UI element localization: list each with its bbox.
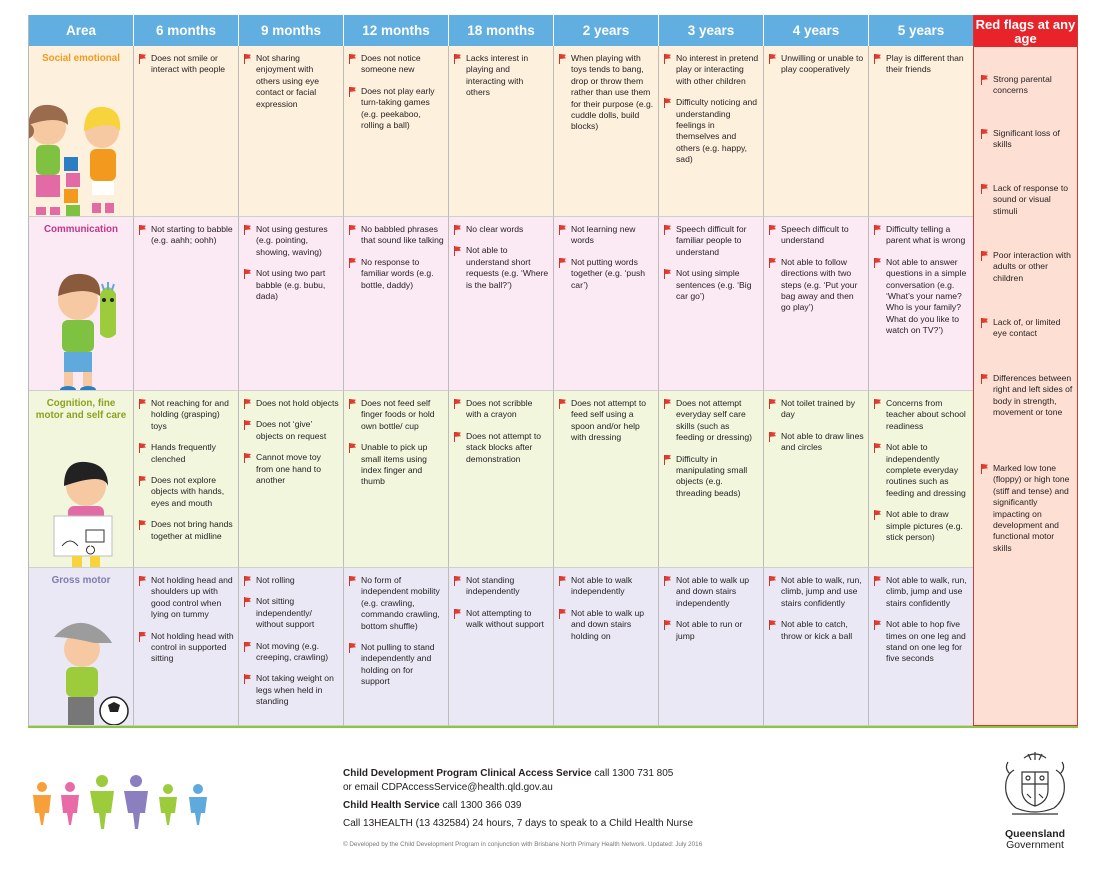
red-flag-icon (769, 54, 777, 64)
red-flag-item (663, 575, 759, 609)
red-flag-icon (981, 75, 989, 85)
red-flag-icon (874, 443, 882, 453)
milestone-cell (449, 46, 554, 217)
header-area: Area (29, 15, 134, 46)
red-flag-icon (664, 54, 672, 64)
milestone-cell (659, 391, 764, 568)
item-text: Not moving (e.g. creeping, crawling) (256, 640, 329, 663)
milestone-cell (134, 46, 239, 217)
item-text: Hands frequently clenched (151, 442, 216, 464)
milestone-cell (869, 46, 974, 217)
milestone-cell (344, 568, 449, 726)
header-age: 2 years (554, 15, 659, 46)
red-flag-icon (454, 399, 462, 409)
item-text: Strong parental concerns (993, 74, 1052, 96)
red-flag-icon (454, 609, 462, 619)
red-flag-item (243, 419, 339, 442)
item-text: Not rolling (256, 575, 295, 585)
item-text: Not sitting independently/ without support (256, 596, 315, 630)
red-flag-item (138, 398, 234, 432)
item-text: Marked low tone (floppy) or high tone (stiff and tense) and significantly impacting on development and functional motor skills (993, 463, 1070, 553)
red-flag-item (873, 442, 969, 499)
header-age: 4 years (764, 15, 869, 46)
item-text: Not pulling to stand independently and holding on for support (361, 642, 435, 687)
red-flag-item (768, 619, 864, 642)
red-flags-item (980, 463, 1073, 554)
item-text: Not able to walk independently (571, 575, 633, 597)
milestone-cell (239, 391, 344, 568)
item-text: Cannot move toy from one hand to another (256, 452, 321, 486)
red-flag-icon (559, 399, 567, 409)
red-flag-item (348, 442, 444, 488)
milestone-cell (449, 217, 554, 391)
item-text: Does not ‘give’ objects on request (256, 419, 327, 441)
red-flag-icon (349, 399, 357, 409)
red-flags-item (980, 373, 1073, 419)
red-flag-icon (454, 576, 462, 586)
red-flag-icon (349, 643, 357, 653)
milestone-cell (659, 568, 764, 726)
red-flag-icon (769, 576, 777, 586)
item-text: Does not attempt everyday self care skills (such as feeding or dressing) (676, 398, 752, 443)
red-flag-item (138, 53, 234, 76)
red-flag-icon (769, 258, 777, 268)
milestone-cell (554, 391, 659, 568)
red-flag-icon (349, 258, 357, 268)
red-flag-icon (139, 443, 147, 453)
red-flag-icon (981, 374, 989, 384)
item-text: Lack of response to sound or visual stimuli (993, 183, 1069, 216)
red-flag-icon (981, 184, 989, 194)
cdp-phone: call 1300 731 805 (591, 768, 674, 779)
red-flag-item (138, 519, 234, 542)
milestone-cell (239, 46, 344, 217)
milestone-cell (134, 217, 239, 391)
red-flag-icon (349, 443, 357, 453)
red-flag-item (768, 575, 864, 609)
header-age: 6 months (134, 15, 239, 46)
red-flag-item (243, 53, 339, 110)
red-flag-item (873, 509, 969, 543)
red-flag-icon (244, 453, 252, 463)
item-text: Speech difficult for familiar people to understand (676, 224, 747, 257)
item-text: Not able to walk up and down stairs holding on (571, 607, 645, 641)
item-text: No response to familiar words (e.g. bottle, daddy) (361, 256, 434, 290)
item-text: No babbled phrases that sound like talking (361, 224, 444, 246)
red-flag-icon (769, 399, 777, 409)
milestone-cell (134, 568, 239, 726)
red-flag-item (768, 53, 864, 76)
red-flag-item (348, 642, 444, 688)
health-line: Call 13HEALTH (13 432584) 24 hours, 7 days to speak to a Child Health Nurse (343, 818, 694, 829)
red-flag-item (558, 398, 654, 444)
item-text: Lacks interest in playing and interacting with others (466, 53, 529, 98)
item-text: When playing with toys tends to bang, drop or throw them rather than use them for their purpose (e.g. cuddle dolls, build blocks) (571, 53, 654, 132)
red-flag-icon (454, 432, 462, 442)
red-flags-column (973, 15, 1078, 726)
red-flag-icon (139, 54, 147, 64)
item-text: Not starting to babble (e.g. aahh; oohh) (151, 224, 233, 246)
red-flag-icon (981, 318, 989, 328)
item-text: Difficulty telling a parent what is wrong (886, 224, 966, 246)
red-flags-item (980, 74, 1073, 97)
red-flag-item (138, 475, 234, 509)
area-cell-cog (29, 391, 134, 568)
red-flag-icon (244, 269, 252, 279)
queensland-government-logo (994, 750, 1076, 850)
red-flag-item (558, 608, 654, 642)
red-flag-icon (454, 225, 462, 235)
cdp-email: or email CDPAccessService@health.qld.gov.au (343, 782, 553, 793)
red-flag-icon (244, 225, 252, 235)
red-flag-icon (769, 225, 777, 235)
red-flag-icon (664, 455, 672, 465)
milestone-cell (869, 391, 974, 568)
milestone-cell (869, 217, 974, 391)
item-text: Does not play early turn-taking games (e.g. peekaboo, rolling a ball) (361, 85, 435, 131)
red-flag-item (138, 442, 234, 465)
logo-name: Queensland (1004, 828, 1066, 840)
red-flag-icon (139, 476, 147, 486)
item-text: Differences between right and left sides of body in strength, movement or tone (993, 373, 1073, 418)
red-flag-item (663, 619, 759, 642)
red-flag-item (243, 452, 339, 486)
red-flag-icon (559, 576, 567, 586)
area-cell-comm (29, 217, 134, 391)
red-flags-item (980, 317, 1073, 340)
red-flags-title: Red flags at any age (975, 16, 1076, 46)
item-text: Poor interaction with adults or other children (993, 250, 1071, 283)
cdp-contact (343, 768, 673, 779)
red-flag-item (873, 398, 969, 432)
red-flag-item (348, 398, 444, 432)
red-flag-item (663, 53, 759, 87)
copyright-note: © Developed by the Child Development Program in conjunction with Brisbane North Primary Health Network. Updated: July 2016 (343, 841, 703, 848)
milestone-cell (239, 217, 344, 391)
red-flag-item (138, 224, 234, 247)
red-flag-item (138, 575, 234, 621)
red-flag-icon (244, 576, 252, 586)
red-flag-item (453, 245, 549, 291)
item-text: Not using two part babble (e.g. bubu, dada) (256, 268, 326, 302)
header-age: 18 months (449, 15, 554, 46)
red-flag-icon (244, 597, 252, 607)
item-text: Does not scribble with a crayon (466, 398, 533, 420)
item-text: Not able to independently complete everyday routines such as feeding and dressing (886, 442, 966, 498)
red-flag-item (348, 86, 444, 132)
item-text: Not holding head and shoulders up with good control when lying on tummy (151, 575, 233, 620)
item-text: Does not attempt to stack blocks after demonstration (466, 430, 541, 464)
red-flag-icon (874, 258, 882, 268)
chs-contact (343, 800, 521, 811)
red-flag-item (663, 224, 759, 258)
item-text: Not reaching for and holding (grasping) toys (151, 398, 229, 431)
item-text: Does not attempt to feed self using a spoon and/or help with dressing (571, 398, 646, 443)
item-text: Does not hold objects (256, 398, 339, 408)
area-cell-gross (29, 568, 134, 726)
red-flag-icon (664, 98, 672, 108)
red-flag-icon (664, 399, 672, 409)
item-text: Does not notice someone new (361, 53, 421, 75)
red-flag-item (873, 575, 969, 609)
item-text: Concerns from teacher about school readiness (886, 398, 966, 431)
red-flag-item (873, 257, 969, 337)
red-flag-icon (769, 620, 777, 630)
area-name: Cognition, fine motor and self care (35, 398, 127, 421)
item-text: Not able to walk, run, climb, jump and use stairs confidently (781, 575, 862, 608)
red-flag-item (243, 641, 339, 664)
red-flag-icon (664, 620, 672, 630)
item-text: Not toilet trained by day (781, 398, 856, 420)
red-flag-item (873, 619, 969, 665)
item-text: Does not feed self finger foods or hold own bottle/ cup (361, 398, 435, 431)
item-text: Lack of, or limited eye contact (993, 317, 1061, 339)
item-text: No form of independent mobility (e.g. crawling, commando crawling, bottom shuffle) (361, 575, 440, 631)
area-name: Communication (43, 224, 119, 235)
red-flag-icon (559, 54, 567, 64)
milestone-cell (449, 568, 554, 726)
milestone-cell (764, 391, 869, 568)
header-age: 9 months (239, 15, 344, 46)
milestone-cell (554, 568, 659, 726)
red-flags-item (980, 128, 1073, 151)
red-flag-item (348, 257, 444, 291)
red-flag-icon (559, 609, 567, 619)
red-flag-item (558, 257, 654, 291)
red-flag-icon (874, 510, 882, 520)
item-text: No clear words (466, 224, 524, 234)
red-flag-icon (244, 399, 252, 409)
red-flag-item (243, 673, 339, 707)
item-text: Not sharing enjoyment with others using eye contact or facial expression (256, 53, 320, 109)
item-text: Difficulty noticing and understanding feelings in themselves and others (e.g. happy, sad) (676, 97, 758, 165)
chs-phone: call 1300 366 039 (439, 800, 522, 811)
item-text: Not putting words together (e.g. ‘push car’) (571, 256, 646, 290)
red-flags-item (980, 250, 1073, 284)
item-text: Does not bring hands together at midline (151, 519, 233, 541)
red-flag-item (243, 268, 339, 302)
red-flag-item (558, 575, 654, 598)
milestone-cell (554, 46, 659, 217)
header-age: 5 years (869, 15, 974, 46)
red-flag-icon (454, 246, 462, 256)
red-flag-item (243, 224, 339, 258)
header-age: 12 months (344, 15, 449, 46)
item-text: Not learning new words (571, 224, 636, 246)
header-age: 3 years (659, 15, 764, 46)
red-flag-icon (139, 520, 147, 530)
paper-people-logo (28, 773, 218, 833)
red-flag-item (873, 224, 969, 247)
item-text: Difficulty in manipulating small objects (e.g. threading beads) (676, 453, 748, 498)
red-flag-item (768, 431, 864, 454)
item-text: Play is different than their friends (886, 53, 964, 75)
milestone-cell (344, 391, 449, 568)
red-flag-item (138, 631, 234, 665)
red-flag-icon (454, 54, 462, 64)
item-text: Not able to draw lines and circles (781, 430, 864, 453)
red-flag-icon (139, 576, 147, 586)
red-flag-item (453, 431, 549, 465)
red-flag-item (348, 53, 444, 76)
cdp-name: Child Development Program Clinical Access Service (343, 768, 592, 779)
red-flag-icon (349, 54, 357, 64)
red-flag-item (663, 454, 759, 500)
milestone-cell (764, 217, 869, 391)
red-flag-item (243, 596, 339, 630)
red-flag-icon (244, 420, 252, 430)
red-flag-item (663, 268, 759, 302)
item-text: Not standing independently (466, 575, 520, 597)
red-flag-item (873, 53, 969, 76)
item-text: Not taking weight on legs when held in standing (256, 673, 334, 707)
red-flag-icon (874, 620, 882, 630)
item-text: Not able to walk, run, climb, jump and use stairs confidently (886, 575, 967, 608)
milestone-cell (869, 568, 974, 726)
red-flag-icon (981, 251, 989, 261)
milestone-cell (344, 46, 449, 217)
item-text: Not able to draw simple pictures (e.g. stick person) (886, 509, 963, 543)
red-flag-icon (559, 258, 567, 268)
item-text: Not using gestures (e.g. pointing, showing, waving) (256, 224, 328, 257)
item-text: Does not smile or interact with people (151, 53, 226, 75)
red-flag-icon (874, 54, 882, 64)
red-flag-item (243, 575, 339, 586)
red-flag-icon (139, 399, 147, 409)
milestone-cell (659, 217, 764, 391)
red-flag-icon (244, 54, 252, 64)
item-text: Unwilling or unable to play cooperatively (781, 53, 864, 75)
red-flag-icon (981, 464, 989, 474)
red-flag-icon (559, 225, 567, 235)
item-text: Unable to pick up small items using index finger and thumb (361, 442, 428, 487)
red-flag-item (453, 608, 549, 631)
item-text: Speech difficult to understand (781, 224, 849, 246)
red-flag-icon (664, 225, 672, 235)
item-text: Not able to run or jump (676, 619, 743, 641)
item-text: Does not explore objects with hands, eyes and mouth (151, 475, 225, 508)
red-flag-item (348, 224, 444, 247)
red-flag-item (243, 398, 339, 409)
red-flag-icon (244, 642, 252, 652)
milestone-cell (554, 217, 659, 391)
milestone-cell (659, 46, 764, 217)
milestones-table (28, 15, 973, 726)
item-text: Not able to catch, throw or kick a ball (781, 619, 853, 641)
red-flag-item (453, 398, 549, 421)
red-flag-icon (139, 225, 147, 235)
red-flag-item (453, 224, 549, 235)
item-text: Not able to hop five times on one leg and stand on one leg for five seconds (886, 619, 966, 664)
item-text: Not able to walk up and down stairs independently (676, 575, 750, 608)
milestone-cell (239, 568, 344, 726)
area-name: Gross motor (51, 575, 111, 586)
red-flag-icon (874, 225, 882, 235)
red-flag-icon (244, 674, 252, 684)
red-flag-icon (664, 269, 672, 279)
red-flag-item (453, 575, 549, 598)
item-text: Not able to understand short requests (e.g. ‘Where is the ball?’) (466, 245, 549, 290)
red-flag-item (768, 224, 864, 247)
red-flags-item (980, 183, 1073, 217)
red-flag-icon (874, 576, 882, 586)
item-text: Not able to answer questions in a simple conversation (e.g. ‘What’s your name? Who is your family? What do you like to watch on TV?’) (886, 256, 967, 336)
red-flag-item (768, 257, 864, 314)
milestone-cell (764, 568, 869, 726)
milestone-cell (344, 217, 449, 391)
item-text: Not holding head with control in supported sitting (151, 630, 234, 664)
red-flag-icon (139, 632, 147, 642)
red-flag-item (453, 53, 549, 99)
red-flag-item (663, 398, 759, 444)
chs-name: Child Health Service (343, 800, 440, 811)
red-flag-icon (349, 576, 357, 586)
divider-line (28, 726, 1078, 728)
red-flag-item (768, 398, 864, 421)
item-text: Not attempting to walk without support (466, 607, 544, 630)
red-flag-icon (664, 576, 672, 586)
area-name: Social emotional (42, 53, 120, 64)
milestone-cell (449, 391, 554, 568)
red-flag-icon (874, 399, 882, 409)
item-text: No interest in pretend play or interacting with other children (676, 53, 759, 86)
red-flag-icon (349, 225, 357, 235)
logo-subtitle: Government (1006, 839, 1064, 851)
coat-of-arms-icon (994, 750, 1076, 824)
item-text: Not using simple sentences (e.g. ‘Big car go’) (676, 268, 752, 302)
item-text: Significant loss of skills (993, 128, 1060, 150)
red-flag-icon (769, 432, 777, 442)
item-text: Not able to follow directions with two steps (e.g. ‘Put your bag away and then go play’) (781, 256, 858, 313)
milestone-cell (764, 46, 869, 217)
red-flag-item (663, 97, 759, 165)
red-flag-item (558, 53, 654, 133)
red-flag-icon (981, 129, 989, 139)
area-cell-social (29, 46, 134, 217)
red-flag-icon (349, 87, 357, 97)
red-flag-item (348, 575, 444, 632)
red-flag-item (558, 224, 654, 247)
milestone-cell (134, 391, 239, 568)
